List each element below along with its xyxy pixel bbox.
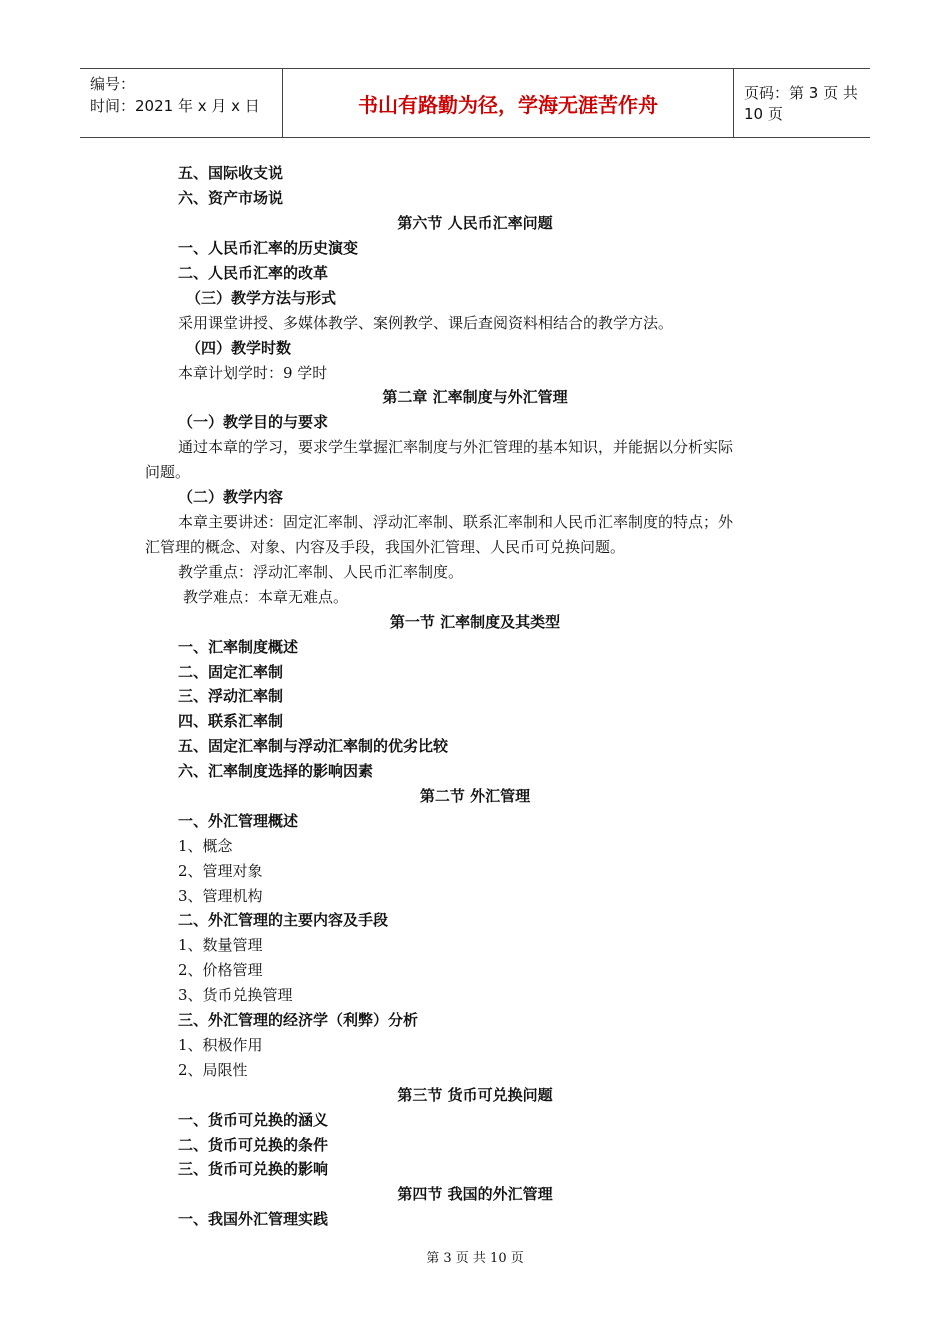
text-line: 二、人民币汇率的改革 [178, 264, 329, 282]
page-header [80, 68, 870, 138]
text-line: 三、浮动汇率制 [178, 687, 284, 705]
text-line: 一、外汇管理概述 [178, 812, 299, 830]
text-line: 四、联系汇率制 [178, 712, 284, 730]
list-item: 1、数量管理 [178, 936, 263, 954]
paragraph-line: 问题。 [145, 463, 191, 481]
motto: 书山有路勤为径，学海无涯苦作舟 [282, 69, 734, 137]
date-label: 时间：2021 年 x 月 x 日 [90, 97, 260, 115]
list-item: 2、局限性 [178, 1061, 248, 1079]
text-line: 一、汇率制度概述 [178, 638, 299, 656]
subsection-heading: （一）教学目的与要求 [178, 413, 329, 431]
section-heading: 第六节 人民币汇率问题 [397, 214, 553, 232]
list-item: 3、管理机构 [178, 887, 263, 905]
text-line: 六、汇率制度选择的影响因素 [178, 762, 374, 780]
section-heading: 第二节 外汇管理 [419, 787, 531, 805]
paragraph-line: 采用课堂讲授、多媒体教学、案例教学、课后查阅资料相结合的教学方法。 [178, 314, 674, 332]
text-line: 一、人民币汇率的历史演变 [178, 239, 359, 257]
text-line: 二、货币可兑换的条件 [178, 1136, 329, 1154]
paragraph-line: 汇管理的概念、对象、内容及手段，我国外汇管理、人民币可兑换问题。 [145, 538, 626, 556]
header-left-cell [80, 69, 282, 137]
paragraph-line: 本章计划学时：9 学时 [178, 364, 328, 382]
list-item: 1、积极作用 [178, 1036, 263, 1054]
number-label: 编号： [90, 75, 136, 93]
text-line: 五、固定汇率制与浮动汇率制的优劣比较 [178, 737, 449, 755]
text-line: 一、我国外汇管理实践 [178, 1210, 329, 1228]
list-item: 1、概念 [178, 837, 233, 855]
subsection-heading: （二）教学内容 [178, 488, 284, 506]
paragraph-line: 教学难点：本章无难点。 [183, 588, 349, 606]
paragraph-line: 通过本章的学习，要求学生掌握汇率制度与外汇管理的基本知识，并能据以分析实际 [178, 438, 734, 456]
text-line: 三、货币可兑换的影响 [178, 1160, 329, 1178]
page-info: 页码：第 3 页 共 10 页 [744, 84, 858, 123]
section-heading: 第一节 汇率制度及其类型 [389, 613, 561, 631]
paragraph-line: 教学重点：浮动汇率制、人民币汇率制度。 [178, 563, 464, 581]
section-heading: 第四节 我国的外汇管理 [397, 1185, 553, 1203]
page-footer: 第 3 页 共 10 页 [426, 1251, 524, 1266]
text-line: 二、固定汇率制 [178, 663, 284, 681]
subsection-heading: （三）教学方法与形式 [186, 289, 337, 307]
list-item: 2、管理对象 [178, 862, 263, 880]
chapter-heading: 第二章 汇率制度与外汇管理 [382, 388, 568, 406]
text-line: 二、外汇管理的主要内容及手段 [178, 911, 389, 929]
text-line: 五、国际收支说 [178, 164, 284, 182]
text-line: 六、资产市场说 [178, 189, 284, 207]
text-line: 三、外汇管理的经济学（利弊）分析 [178, 1011, 419, 1029]
section-heading: 第三节 货币可兑换问题 [397, 1086, 553, 1104]
text-line: 一、货币可兑换的涵义 [178, 1111, 329, 1129]
subsection-heading: （四）教学时数 [186, 339, 292, 357]
paragraph-line: 本章主要讲述：固定汇率制、浮动汇率制、联系汇率制和人民币汇率制度的特点；外 [178, 513, 734, 531]
list-item: 2、价格管理 [178, 961, 263, 979]
list-item: 3、货币兑换管理 [178, 986, 293, 1004]
